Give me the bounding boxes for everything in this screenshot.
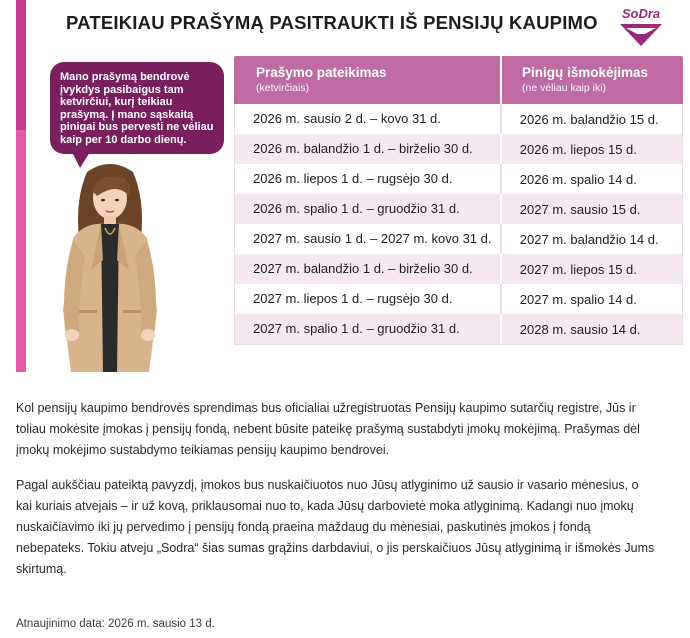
table-row xyxy=(235,194,682,224)
article-paragraph: Pagal aukščiau pateiktą pavyzdį, įmokos bus nuskaičiuotos nuo Jūsų atlyginimo už sausio ir vasario mėnesius, o kai kuriais atvejais – ir už kovą, priklausomai nuo to, kada Jūsų darbovietė moka atlyginimą. Kadangi nuo įmokų nuskaičiavimo iki jų pervedimo į pensijų fondą praeina maždaug du mėnesiai, paskutinės įmokos į fondą nebepateks. Tokiu atveju „Sodra“ šias sumas grąžins darbdaviui, o jis perskaičiuos Jūsų atlyginimą ir išmokės Jums skirtumą. xyxy=(16,478,655,576)
row-payout: 2027 m. spalio 14 d. xyxy=(519,291,637,307)
row-period: 2026 m. liepos 1 d. – rugsėjo 30 d. xyxy=(235,164,502,194)
header-payout xyxy=(502,56,683,104)
row-payout: 2026 m. spalio 14 d. xyxy=(519,171,637,187)
article-paragraph: Kol pensijų kaupimo bendrovės sprendimas bus oficialiai užregistruotas Pensijų kaupimo sutarčių registre, Jūs ir toliau mokėsite įmokas į pensijų fondą, nebent būsite pateikę prašymą sustabdyti įmokų mokėjimą. Prašymas dėl įmokų mokėjimo sustabdymo teikiamas pensijų kaupimo bendrovei. xyxy=(16,401,640,457)
sodra-logo xyxy=(610,6,672,48)
table-row xyxy=(235,314,682,344)
header-payout-subtitle: (ne vėliau kaip iki) xyxy=(522,82,607,94)
header-submission-title: Prašymo pateikimas xyxy=(256,65,387,80)
row-payout: 2027 m. liepos 15 d. xyxy=(519,261,637,277)
side-accent-stripe xyxy=(16,0,26,372)
schedule-table xyxy=(234,56,683,345)
row-payout: 2027 m. sausio 15 d. xyxy=(519,201,641,217)
row-period: 2027 m. balandžio 1 d. – birželio 30 d. xyxy=(235,254,502,284)
table-row xyxy=(235,134,682,164)
row-payout: 2027 m. balandžio 14 d. xyxy=(519,231,659,247)
table-row xyxy=(235,104,682,134)
table-body xyxy=(234,104,683,345)
row-payout: 2026 m. liepos 15 d. xyxy=(519,141,637,157)
woman-illustration xyxy=(45,160,175,372)
header-submission-subtitle: (ketvirčiais) xyxy=(256,82,310,94)
table-header xyxy=(234,56,683,104)
row-payout: 2028 m. sausio 14 d. xyxy=(519,321,641,337)
row-period: 2026 m. sausio 2 d. – kovo 31 d. xyxy=(235,104,502,134)
update-date: Atnaujinimo data: 2026 m. sausio 13 d. xyxy=(16,618,215,630)
article-body xyxy=(16,398,656,594)
row-period: 2026 m. balandžio 1 d. – birželio 30 d. xyxy=(235,134,502,164)
infographic-title: PATEIKIAU PRAŠYMĄ PASITRAUKTI IŠ PENSIJŲ KAUPIMO xyxy=(66,12,598,33)
row-period: 2027 m. spalio 1 d. – gruodžio 31 d. xyxy=(235,314,502,344)
speech-bubble xyxy=(50,62,224,154)
header-submission xyxy=(234,56,502,104)
sodra-logo-text: SoDra xyxy=(621,6,661,21)
table-row xyxy=(235,254,682,284)
table-row xyxy=(235,164,682,194)
speech-bubble-text: Mano prašymą bendrovė įvykdys pasibaigus tam ketvirčiui, kurį teikiau prašymą. Į mano sąskaitą pinigai bus pervesti ne vėliau kaip per 10 darbo dienų. xyxy=(60,71,214,146)
row-period: 2027 m. sausio 1 d. – 2027 m. kovo 31 d. xyxy=(235,224,502,254)
row-period: 2027 m. liepos 1 d. – rugsėjo 30 d. xyxy=(235,284,502,314)
row-payout: 2026 m. balandžio 15 d. xyxy=(519,111,659,127)
table-row xyxy=(235,284,682,314)
table-row xyxy=(235,224,682,254)
sodra-heart-icon xyxy=(610,6,672,48)
row-period: 2026 m. spalio 1 d. – gruodžio 31 d. xyxy=(235,194,502,224)
header-payout-title: Pinigų išmokėjimas xyxy=(522,65,649,80)
